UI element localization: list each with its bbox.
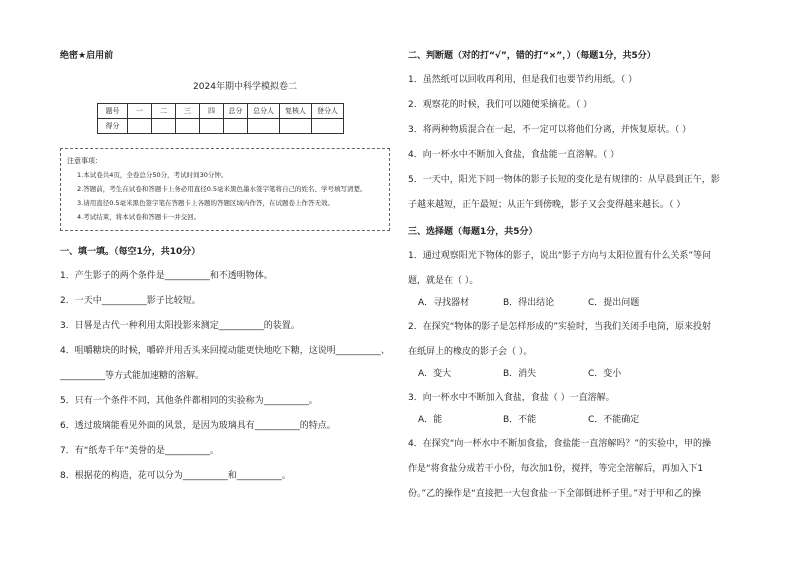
score-input-cell[interactable]	[176, 119, 200, 134]
score-input-cell[interactable]	[280, 119, 312, 134]
table-cell: 得分	[98, 119, 128, 134]
section-3-heading: 三、选择题（每题1分，共5分）	[408, 227, 538, 237]
score-input-cell[interactable]	[312, 119, 344, 134]
table-cell: 复核人	[280, 104, 312, 119]
judge-question-5: 5．一天中，阳光下同一物体的影子长短的变化是有规律的：从早晨到正午，影	[408, 175, 720, 185]
choice-option[interactable]: C．变小	[588, 369, 622, 379]
fill-question-3: 3．日晷是古代一种利用太阳投影来测定__________的装置。	[60, 321, 300, 331]
choice-option[interactable]: B．消失	[503, 369, 537, 379]
notice-item: 4.考试结束，将本试卷和答题卡一并交回。	[77, 213, 201, 221]
table-cell: 登分人	[312, 104, 344, 119]
score-input-cell[interactable]	[224, 119, 248, 134]
choice-question-4: 4．在探究“向一杯水中不断加食盐，食盐能一直溶解吗？”的实验中，甲的操	[408, 439, 712, 449]
fill-question-4: 4．咀嚼糖块的时候，嚼碎并用舌头来回搅动能更快地吃下糖，这说明__________、	[60, 346, 390, 356]
score-table	[97, 103, 344, 134]
secret-label: 绝密★启用前	[60, 51, 114, 61]
score-input-cell[interactable]	[248, 119, 280, 134]
notice-item: 3.请用直径0.5毫米黑色签字笔在答题卡上各题的答题区域内作答，在试题卷上作答无效。	[77, 199, 335, 207]
notice-title: 注意事项：	[67, 157, 102, 165]
fill-question-7: 7．有“纸寿千年”美誉的是__________。	[60, 446, 220, 456]
choice-question-3: 3．向一杯水中不断加入食盐，食盐（ ）一直溶解。	[408, 393, 615, 403]
score-input-cell[interactable]	[152, 119, 176, 134]
right-column	[408, 44, 743, 500]
fill-question-2: 2．一天中__________影子比较短。	[60, 296, 201, 306]
choice-option[interactable]: C．不能确定	[588, 415, 640, 425]
section-2-heading: 二、判断题（对的打“√”，错的打“×”，）（每题1分，共5分）	[408, 51, 656, 61]
notice-item: 2.答题前，考生在试卷和答题卡上务必用直径0.5毫米黑色墨水签字笔将自己的姓名、学号填写清楚。	[77, 185, 367, 193]
score-input-cell[interactable]	[128, 119, 152, 134]
table-cell: 二	[152, 104, 176, 119]
table-cell: 总分	[224, 104, 248, 119]
choice-options-1	[408, 295, 743, 308]
table-cell: 三	[176, 104, 200, 119]
left-column	[60, 44, 390, 482]
choice-option[interactable]: A．寻找器材	[418, 298, 470, 308]
judge-question-4: 4．向一杯水中不断加入食盐，食盐能一直溶解。（ ）	[408, 150, 620, 160]
judge-question-3: 3．将两种物质混合在一起，不一定可以将他们分离，并恢复原状。（ ）	[408, 125, 692, 135]
fill-question-1: 1．产生影子的两个条件是__________和不透明物体。	[60, 271, 273, 281]
choice-options-2	[408, 366, 743, 379]
choice-question-2-cont: 在纸屏上的橡皮的影子会（ ）。	[408, 347, 533, 357]
fill-question-5: 5．只有一个条件不同，其他条件都相同的实验称为__________。	[60, 396, 318, 406]
choice-question-2: 2．在探究“物体的影子是怎样形成的”实验时，当我们关闭手电筒，原来投射	[408, 322, 712, 332]
exam-title: 2024年期中科学模拟卷二	[193, 82, 297, 92]
section-1-heading: 一、填一填。（每空1分，共10分）	[60, 247, 201, 257]
choice-option[interactable]: B．不能	[503, 415, 537, 425]
judge-question-2: 2．观察花的时候，我们可以随便采摘花。（ ）	[408, 100, 593, 110]
fill-question-8: 8．根据花的构造，花可以分为__________和__________。	[60, 471, 291, 481]
score-table-score-row	[98, 119, 344, 134]
table-cell: 一	[128, 104, 152, 119]
choice-question-4-cont2: 份。”乙的操作是“直接把一大包食盐一下全部倒进杯子里。”对于甲和乙的操	[408, 489, 701, 499]
choice-option[interactable]: C．提出问题	[588, 298, 640, 308]
score-table-header-row	[98, 104, 344, 119]
notice-item: 1.本试卷共4页，全卷总分50分，考试时间30分钟。	[77, 171, 228, 179]
notice-box	[60, 148, 390, 231]
table-cell: 四	[200, 104, 224, 119]
choice-question-4-cont: 作是“将食盐分成若干小份，每次加1份，搅拌，等完全溶解后，再加入下1	[408, 464, 704, 474]
choice-option[interactable]: A．能	[418, 415, 443, 425]
score-input-cell[interactable]	[200, 119, 224, 134]
fill-question-6: 6．透过玻璃能看见外面的风景，是因为玻璃具有__________的特点。	[60, 421, 336, 431]
choice-options-3	[408, 412, 743, 425]
judge-question-5-cont: 子越来越短，正午最短；从正午到傍晚，影子又会变得越来越长。（ ）	[408, 200, 686, 210]
choice-question-1: 1．通过观察阳光下物体的影子，说出“影子方向与太阳位置有什么关系”等问	[408, 251, 712, 261]
choice-question-1-cont: 题，就是在（ ）。	[408, 276, 479, 286]
table-cell: 题号	[98, 104, 128, 119]
fill-question-4-cont: __________等方式能加速糖的溶解。	[60, 371, 205, 381]
table-cell: 总分人	[248, 104, 280, 119]
judge-question-1: 1．虽然纸可以回收再利用，但是我们也要节约用纸。（ ）	[408, 75, 638, 85]
choice-option[interactable]: A．变大	[418, 369, 452, 379]
choice-option[interactable]: B．得出结论	[503, 298, 555, 308]
